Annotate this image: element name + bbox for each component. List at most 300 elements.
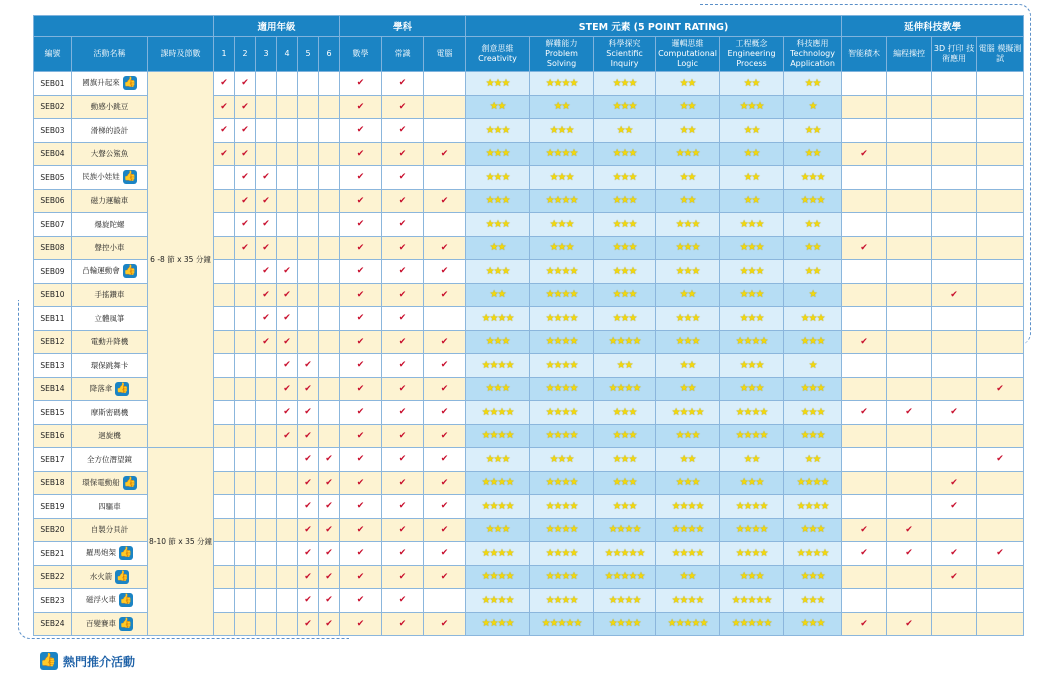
star-rating-icon: ★★★★ (545, 477, 578, 489)
check-icon: ✔ (398, 313, 407, 324)
grade-cell (214, 213, 235, 237)
check-icon: ✔ (304, 501, 312, 512)
stem-rating (530, 260, 594, 284)
star-rating-icon: ★★★★ (735, 500, 768, 512)
stem-rating (784, 95, 842, 119)
grade-cell (214, 236, 235, 260)
grade-cell (298, 330, 319, 354)
stem-rating (656, 471, 720, 495)
check-icon: ✔ (262, 266, 270, 277)
stem-rating (720, 330, 784, 354)
star-rating-icon: ★★★★ (545, 289, 578, 301)
grade-cell (214, 189, 235, 213)
subject-cell (340, 189, 382, 213)
stem-rating (656, 495, 720, 519)
extension-cell (887, 354, 932, 378)
activity-name (72, 377, 148, 401)
stem-rating (720, 424, 784, 448)
grade-cell (277, 448, 298, 472)
grade-cell (298, 612, 319, 636)
extension-cell (842, 142, 887, 166)
grade-cell (256, 260, 277, 284)
extension-cell (977, 518, 1024, 542)
check-icon: ✔ (905, 618, 913, 629)
extension-cell (932, 95, 977, 119)
check-icon: ✔ (356, 430, 365, 441)
grade-cell (256, 589, 277, 613)
stem-rating (466, 495, 530, 519)
extension-cell (887, 377, 932, 401)
check-icon: ✔ (283, 407, 291, 418)
star-rating-icon: ★★★ (485, 336, 510, 348)
activity-name (72, 589, 148, 613)
check-icon: ✔ (950, 407, 958, 418)
extension-cell (932, 213, 977, 237)
activity-name (72, 189, 148, 213)
check-icon: ✔ (356, 313, 365, 324)
stem-rating (466, 119, 530, 143)
stem-rating (466, 72, 530, 96)
star-rating-icon: ★★ (679, 571, 696, 583)
star-rating-icon: ★★ (743, 77, 760, 89)
star-rating-icon: ★★★ (612, 77, 637, 89)
stem-rating (720, 260, 784, 284)
legend (40, 652, 135, 670)
stem-rating (784, 495, 842, 519)
extension-cell (887, 72, 932, 96)
check-icon: ✔ (241, 219, 249, 230)
activity-id: SEB15 (34, 401, 72, 425)
activity-name (72, 330, 148, 354)
extension-cell (887, 307, 932, 331)
extension-cell (977, 260, 1024, 284)
stem-rating (656, 260, 720, 284)
col-extension: 編程操控 (887, 37, 932, 72)
activity-id: SEB17 (34, 448, 72, 472)
star-rating-icon: ★★★ (485, 171, 510, 183)
stem-rating (530, 424, 594, 448)
grade-cell (298, 283, 319, 307)
table-row (34, 448, 1024, 472)
stem-rating (530, 95, 594, 119)
stem-rating (784, 565, 842, 589)
check-icon: ✔ (356, 524, 365, 535)
stem-rating (466, 189, 530, 213)
star-rating-icon: ★★ (804, 453, 821, 465)
check-icon: ✔ (398, 548, 407, 559)
check-icon: ✔ (398, 383, 407, 394)
star-rating-icon: ★★★★★ (667, 618, 708, 630)
grade-cell (277, 401, 298, 425)
star-rating-icon: ★★★ (612, 195, 637, 207)
check-icon: ✔ (356, 242, 365, 253)
grade-cell (235, 119, 256, 143)
stem-rating (594, 119, 656, 143)
subject-cell (382, 95, 424, 119)
star-rating-icon: ★★ (489, 242, 506, 254)
check-icon: ✔ (440, 477, 449, 488)
stem-rating (466, 471, 530, 495)
extension-cell (887, 142, 932, 166)
star-rating-icon: ★★★ (612, 289, 637, 301)
thumbs-up-icon: 👍 (116, 382, 129, 394)
grade-cell (319, 95, 340, 119)
check-icon: ✔ (356, 454, 365, 465)
grade-cell (298, 189, 319, 213)
grade-cell (298, 542, 319, 566)
activity-name-label: 滑梯的設計 (90, 125, 129, 135)
activity-name-label: 環保電動船 (82, 477, 120, 487)
subject-cell (424, 283, 466, 307)
extension-cell (932, 330, 977, 354)
check-icon: ✔ (325, 548, 333, 559)
check-icon: ✔ (398, 360, 407, 371)
grade-cell (214, 260, 235, 284)
stem-rating (784, 589, 842, 613)
activity-name-label: 羅馬炮架 (86, 548, 116, 558)
grade-cell (235, 283, 256, 307)
check-icon: ✔ (905, 548, 913, 559)
check-icon: ✔ (283, 336, 291, 347)
extension-cell (887, 95, 932, 119)
stem-rating (656, 307, 720, 331)
subject-cell (382, 213, 424, 237)
check-icon: ✔ (356, 219, 365, 230)
stem-rating (784, 424, 842, 448)
extension-cell (977, 330, 1024, 354)
check-icon: ✔ (440, 266, 449, 277)
grade-cell (277, 95, 298, 119)
activity-id: SEB07 (34, 213, 72, 237)
star-rating-icon: ★★★★ (481, 571, 514, 583)
star-rating-icon: ★★★ (485, 524, 510, 536)
check-icon: ✔ (905, 524, 913, 535)
stem-rating (720, 307, 784, 331)
grade-cell (256, 307, 277, 331)
subject-cell (340, 471, 382, 495)
subject-cell (340, 565, 382, 589)
star-rating-icon: ★★★★ (796, 500, 829, 512)
star-rating-icon: ★★★★ (481, 547, 514, 559)
star-rating-icon: ★★★★ (545, 148, 578, 160)
stem-rating (530, 565, 594, 589)
check-icon: ✔ (440, 454, 449, 465)
activity-id: SEB24 (34, 612, 72, 636)
stem-rating (594, 518, 656, 542)
activity-id: SEB08 (34, 236, 72, 260)
star-rating-icon: ★★★ (739, 477, 764, 489)
subject-cell (382, 495, 424, 519)
grade-cell (277, 330, 298, 354)
activity-name-label: 磁浮火車 (86, 595, 116, 605)
grade-cell (319, 377, 340, 401)
stem-rating (784, 142, 842, 166)
star-rating-icon: ★★★★ (735, 336, 768, 348)
lesson-duration: 8-10 節 x 35 分鐘 (148, 448, 214, 636)
check-icon: ✔ (398, 78, 407, 89)
check-icon: ✔ (398, 125, 407, 136)
check-icon: ✔ (304, 430, 312, 441)
stem-rating (656, 166, 720, 190)
grade-cell (256, 119, 277, 143)
grade-cell (235, 542, 256, 566)
star-rating-icon: ★ (808, 289, 817, 301)
grade-cell (256, 236, 277, 260)
check-icon: ✔ (325, 454, 333, 465)
grade-cell (256, 448, 277, 472)
star-rating-icon: ★★★★ (545, 571, 578, 583)
extension-cell (887, 260, 932, 284)
grade-cell (256, 283, 277, 307)
check-icon: ✔ (950, 571, 958, 582)
activity-name-label: 立體風箏 (94, 313, 125, 323)
check-icon: ✔ (440, 360, 449, 371)
stem-rating (656, 72, 720, 96)
star-rating-icon: ★★★★ (671, 524, 704, 536)
check-icon: ✔ (241, 242, 249, 253)
star-rating-icon: ★★★ (549, 218, 574, 230)
check-icon: ✔ (241, 78, 249, 89)
extension-cell (932, 119, 977, 143)
stem-rating (530, 119, 594, 143)
extension-cell (977, 283, 1024, 307)
star-rating-icon: ★★★★ (481, 594, 514, 606)
grade-cell (256, 72, 277, 96)
subject-cell (340, 401, 382, 425)
subject-cell (382, 471, 424, 495)
col-subject: 電腦 (424, 37, 466, 72)
grade-cell (214, 565, 235, 589)
check-icon: ✔ (356, 289, 365, 300)
grade-cell (319, 189, 340, 213)
grade-cell (298, 401, 319, 425)
stem-rating (656, 95, 720, 119)
extension-cell (842, 612, 887, 636)
stem-rating (784, 448, 842, 472)
extension-cell (977, 377, 1024, 401)
star-rating-icon: ★★★★ (545, 195, 578, 207)
check-icon: ✔ (398, 289, 407, 300)
grade-cell (214, 307, 235, 331)
header-subjects: 學科 (340, 16, 466, 37)
grade-cell (235, 518, 256, 542)
check-icon: ✔ (860, 407, 868, 418)
check-icon: ✔ (950, 289, 958, 300)
subject-cell (382, 565, 424, 589)
stem-rating (466, 260, 530, 284)
stem-rating (720, 518, 784, 542)
stem-rating (720, 401, 784, 425)
extension-cell (887, 330, 932, 354)
star-rating-icon: ★★ (743, 148, 760, 160)
stem-rating (784, 72, 842, 96)
stem-rating (530, 189, 594, 213)
stem-rating (720, 612, 784, 636)
grade-cell (298, 424, 319, 448)
grade-cell (256, 166, 277, 190)
grade-cell (214, 354, 235, 378)
check-icon: ✔ (356, 618, 365, 629)
activity-name-label: 國旗升起來 (82, 78, 120, 88)
grade-cell (235, 72, 256, 96)
stem-rating (594, 424, 656, 448)
check-icon: ✔ (356, 595, 365, 606)
star-rating-icon: ★★ (804, 242, 821, 254)
grade-cell (235, 612, 256, 636)
stem-rating (594, 448, 656, 472)
check-icon: ✔ (241, 195, 249, 206)
grade-cell (256, 354, 277, 378)
activity-name (72, 213, 148, 237)
stem-activity-table (33, 15, 1024, 636)
extension-cell (887, 189, 932, 213)
activity-id: SEB13 (34, 354, 72, 378)
subject-cell (382, 612, 424, 636)
stem-rating (594, 142, 656, 166)
subject-cell (424, 354, 466, 378)
check-icon: ✔ (283, 430, 291, 441)
check-icon: ✔ (440, 148, 449, 159)
stem-rating (720, 495, 784, 519)
grade-cell (298, 166, 319, 190)
star-rating-icon: ★★★★ (481, 312, 514, 324)
star-rating-icon: ★★★ (549, 124, 574, 136)
extension-cell (887, 166, 932, 190)
stem-rating (594, 471, 656, 495)
star-rating-icon: ★★★ (739, 359, 764, 371)
check-icon: ✔ (262, 289, 270, 300)
subject-cell (424, 213, 466, 237)
extension-cell (842, 377, 887, 401)
check-icon: ✔ (356, 172, 365, 183)
check-icon: ✔ (398, 148, 407, 159)
star-rating-icon: ★★★ (612, 265, 637, 277)
stem-rating (594, 283, 656, 307)
extension-cell (977, 354, 1024, 378)
star-rating-icon: ★★ (804, 77, 821, 89)
subject-cell (424, 542, 466, 566)
check-icon: ✔ (356, 101, 365, 112)
activity-name (72, 354, 148, 378)
activity-id: SEB05 (34, 166, 72, 190)
extension-cell (977, 471, 1024, 495)
star-rating-icon: ★★★★ (481, 618, 514, 630)
activity-id: SEB20 (34, 518, 72, 542)
col-stem: 解難能力 Problem Solving (530, 37, 594, 72)
star-rating-icon: ★★ (743, 453, 760, 465)
subject-cell (340, 589, 382, 613)
star-rating-icon: ★★★ (485, 453, 510, 465)
grade-cell (298, 72, 319, 96)
subject-cell (424, 119, 466, 143)
col-stem: 工程概念 Engineering Process (720, 37, 784, 72)
star-rating-icon: ★★★★ (608, 524, 641, 536)
star-rating-icon: ★★★★ (545, 265, 578, 277)
stem-rating (594, 354, 656, 378)
activity-name-label: 大聲公鯊魚 (90, 149, 129, 159)
check-icon: ✔ (356, 477, 365, 488)
extension-cell (887, 542, 932, 566)
star-rating-icon: ★★★★★ (541, 618, 582, 630)
stem-rating (656, 424, 720, 448)
star-rating-icon: ★ (808, 101, 817, 113)
check-icon: ✔ (325, 477, 333, 488)
stem-rating (594, 542, 656, 566)
check-icon: ✔ (398, 101, 407, 112)
extension-cell (842, 307, 887, 331)
activity-name (72, 542, 148, 566)
check-icon: ✔ (356, 407, 365, 418)
subject-cell (382, 119, 424, 143)
stem-rating (656, 448, 720, 472)
grade-cell (256, 424, 277, 448)
check-icon: ✔ (398, 266, 407, 277)
table-row (34, 72, 1024, 96)
activity-id: SEB04 (34, 142, 72, 166)
stem-rating (720, 448, 784, 472)
check-icon: ✔ (262, 336, 270, 347)
grade-cell (214, 518, 235, 542)
star-rating-icon: ★★★ (612, 406, 637, 418)
stem-rating (530, 589, 594, 613)
col-grade-5: 5 (298, 37, 319, 72)
stem-rating (466, 401, 530, 425)
col-subject: 常識 (382, 37, 424, 72)
grade-cell (235, 471, 256, 495)
grade-cell (319, 72, 340, 96)
grade-cell (256, 330, 277, 354)
subject-cell (424, 448, 466, 472)
grade-cell (277, 542, 298, 566)
subject-cell (424, 612, 466, 636)
extension-cell (932, 307, 977, 331)
check-icon: ✔ (356, 336, 365, 347)
extension-cell (842, 495, 887, 519)
activity-id: SEB21 (34, 542, 72, 566)
star-rating-icon: ★★ (489, 101, 506, 113)
star-rating-icon: ★★★ (800, 524, 825, 536)
stem-rating (530, 72, 594, 96)
subject-cell (382, 354, 424, 378)
extension-cell (977, 213, 1024, 237)
subject-cell (340, 260, 382, 284)
check-icon: ✔ (440, 242, 449, 253)
subject-cell (424, 424, 466, 448)
subject-cell (424, 565, 466, 589)
grade-cell (214, 72, 235, 96)
stem-rating (656, 612, 720, 636)
star-rating-icon: ★★★★★ (731, 594, 772, 606)
star-rating-icon: ★★ (679, 383, 696, 395)
stem-rating (530, 495, 594, 519)
subject-cell (340, 142, 382, 166)
extension-cell (977, 142, 1024, 166)
check-icon: ✔ (950, 548, 958, 559)
check-icon: ✔ (304, 454, 312, 465)
activity-id: SEB06 (34, 189, 72, 213)
activity-name (72, 401, 148, 425)
legend-label: 熱門推介活動 (63, 654, 136, 669)
grade-cell (214, 589, 235, 613)
star-rating-icon: ★★★ (800, 618, 825, 630)
subject-cell (382, 166, 424, 190)
star-rating-icon: ★★★ (800, 195, 825, 207)
check-icon: ✔ (950, 477, 958, 488)
check-icon: ✔ (241, 148, 249, 159)
star-rating-icon: ★★★★ (608, 383, 641, 395)
star-rating-icon: ★★★ (485, 124, 510, 136)
subject-cell (382, 189, 424, 213)
